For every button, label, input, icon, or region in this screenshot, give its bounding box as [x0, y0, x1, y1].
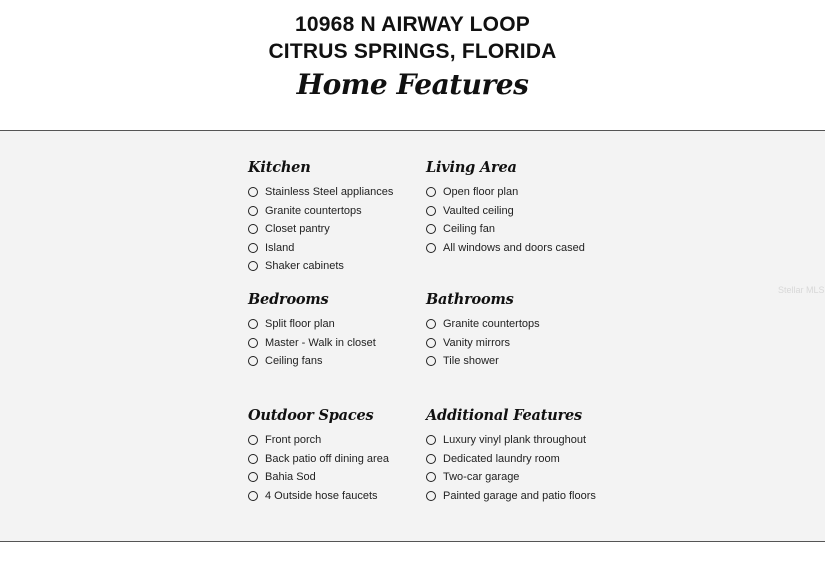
section-title: Bedrooms	[248, 291, 329, 308]
circle-bullet-icon	[426, 491, 436, 501]
list-item	[426, 487, 596, 506]
item-label: 4 Outside hose faucets	[265, 489, 378, 502]
section-bedrooms	[248, 289, 376, 371]
circle-bullet-icon	[426, 224, 436, 234]
list-item	[426, 450, 596, 469]
circle-bullet-icon	[426, 319, 436, 329]
list-item	[426, 202, 585, 221]
list-item	[426, 468, 596, 487]
item-label: All windows and doors cased	[443, 241, 585, 254]
circle-bullet-icon	[248, 338, 258, 348]
item-label: Stainless Steel appliances	[265, 186, 394, 199]
section-title: Kitchen	[248, 159, 311, 176]
circle-bullet-icon	[248, 187, 258, 197]
item-label: Island	[265, 241, 295, 254]
section-additional-features	[426, 405, 596, 505]
item-label: Granite countertops	[265, 204, 362, 217]
circle-bullet-icon	[248, 435, 258, 445]
circle-bullet-icon	[426, 454, 436, 464]
address-line-2: CITRUS SPRINGS, FLORIDA	[268, 40, 557, 63]
section-outdoor-spaces	[248, 405, 389, 505]
list-item	[426, 352, 540, 371]
list-item	[248, 202, 393, 221]
features-panel	[0, 130, 825, 542]
item-label: Ceiling fan	[443, 223, 495, 236]
list-item	[248, 334, 376, 353]
feature-list	[248, 183, 393, 276]
section-title: Living Area	[426, 159, 517, 176]
item-label: Closet pantry	[265, 223, 330, 236]
section-title: Additional Features	[426, 407, 582, 424]
feature-list	[248, 431, 389, 505]
section-living-area	[426, 157, 585, 257]
list-item	[248, 183, 393, 202]
page-title: Home Features	[296, 68, 529, 101]
item-label: Vanity mirrors	[443, 336, 511, 349]
page-header	[0, 0, 825, 130]
list-item	[248, 468, 389, 487]
watermark: Stellar MLS	[778, 285, 825, 295]
list-item	[248, 431, 389, 450]
item-label: Dedicated laundry room	[443, 452, 560, 465]
circle-bullet-icon	[248, 472, 258, 482]
circle-bullet-icon	[426, 338, 436, 348]
item-label: Front porch	[265, 434, 322, 447]
item-label: Painted garage and patio floors	[443, 489, 596, 502]
feature-list	[426, 315, 540, 371]
feature-list	[248, 315, 376, 371]
circle-bullet-icon	[248, 454, 258, 464]
item-label: Luxury vinyl plank throughout	[443, 434, 587, 447]
list-item	[248, 315, 376, 334]
circle-bullet-icon	[248, 261, 258, 271]
item-label: Bahia Sod	[265, 471, 316, 484]
circle-bullet-icon	[426, 472, 436, 482]
item-label: Open floor plan	[443, 186, 519, 199]
item-label: Vaulted ceiling	[443, 204, 514, 217]
list-item	[426, 220, 585, 239]
item-label: Shaker cabinets	[265, 260, 344, 273]
circle-bullet-icon	[248, 319, 258, 329]
circle-bullet-icon	[426, 206, 436, 216]
list-item	[426, 239, 585, 258]
circle-bullet-icon	[248, 356, 258, 366]
item-label: Master - Walk in closet	[265, 336, 376, 349]
address-line-1: 10968 N AIRWAY LOOP	[295, 13, 530, 36]
list-item	[426, 431, 596, 450]
item-label: Ceiling fans	[265, 355, 323, 368]
list-item	[248, 220, 393, 239]
item-label: Two-car garage	[443, 471, 520, 484]
section-title: Bathrooms	[426, 291, 514, 308]
section-title: Outdoor Spaces	[248, 407, 374, 424]
list-item	[248, 487, 389, 506]
list-item	[426, 183, 585, 202]
item-label: Split floor plan	[265, 318, 335, 331]
list-item	[426, 315, 540, 334]
feature-list	[426, 431, 596, 505]
circle-bullet-icon	[248, 224, 258, 234]
circle-bullet-icon	[426, 187, 436, 197]
circle-bullet-icon	[248, 243, 258, 253]
circle-bullet-icon	[426, 243, 436, 253]
item-label: Granite countertops	[443, 318, 540, 331]
section-kitchen	[248, 157, 393, 276]
feature-list	[426, 183, 585, 257]
circle-bullet-icon	[426, 356, 436, 366]
list-item	[426, 334, 540, 353]
circle-bullet-icon	[248, 206, 258, 216]
list-item	[248, 239, 393, 258]
item-label: Tile shower	[443, 355, 499, 368]
list-item	[248, 257, 393, 276]
list-item	[248, 352, 376, 371]
list-item	[248, 450, 389, 469]
circle-bullet-icon	[248, 491, 258, 501]
circle-bullet-icon	[426, 435, 436, 445]
section-bathrooms	[426, 289, 540, 371]
item-label: Back patio off dining area	[265, 452, 389, 465]
